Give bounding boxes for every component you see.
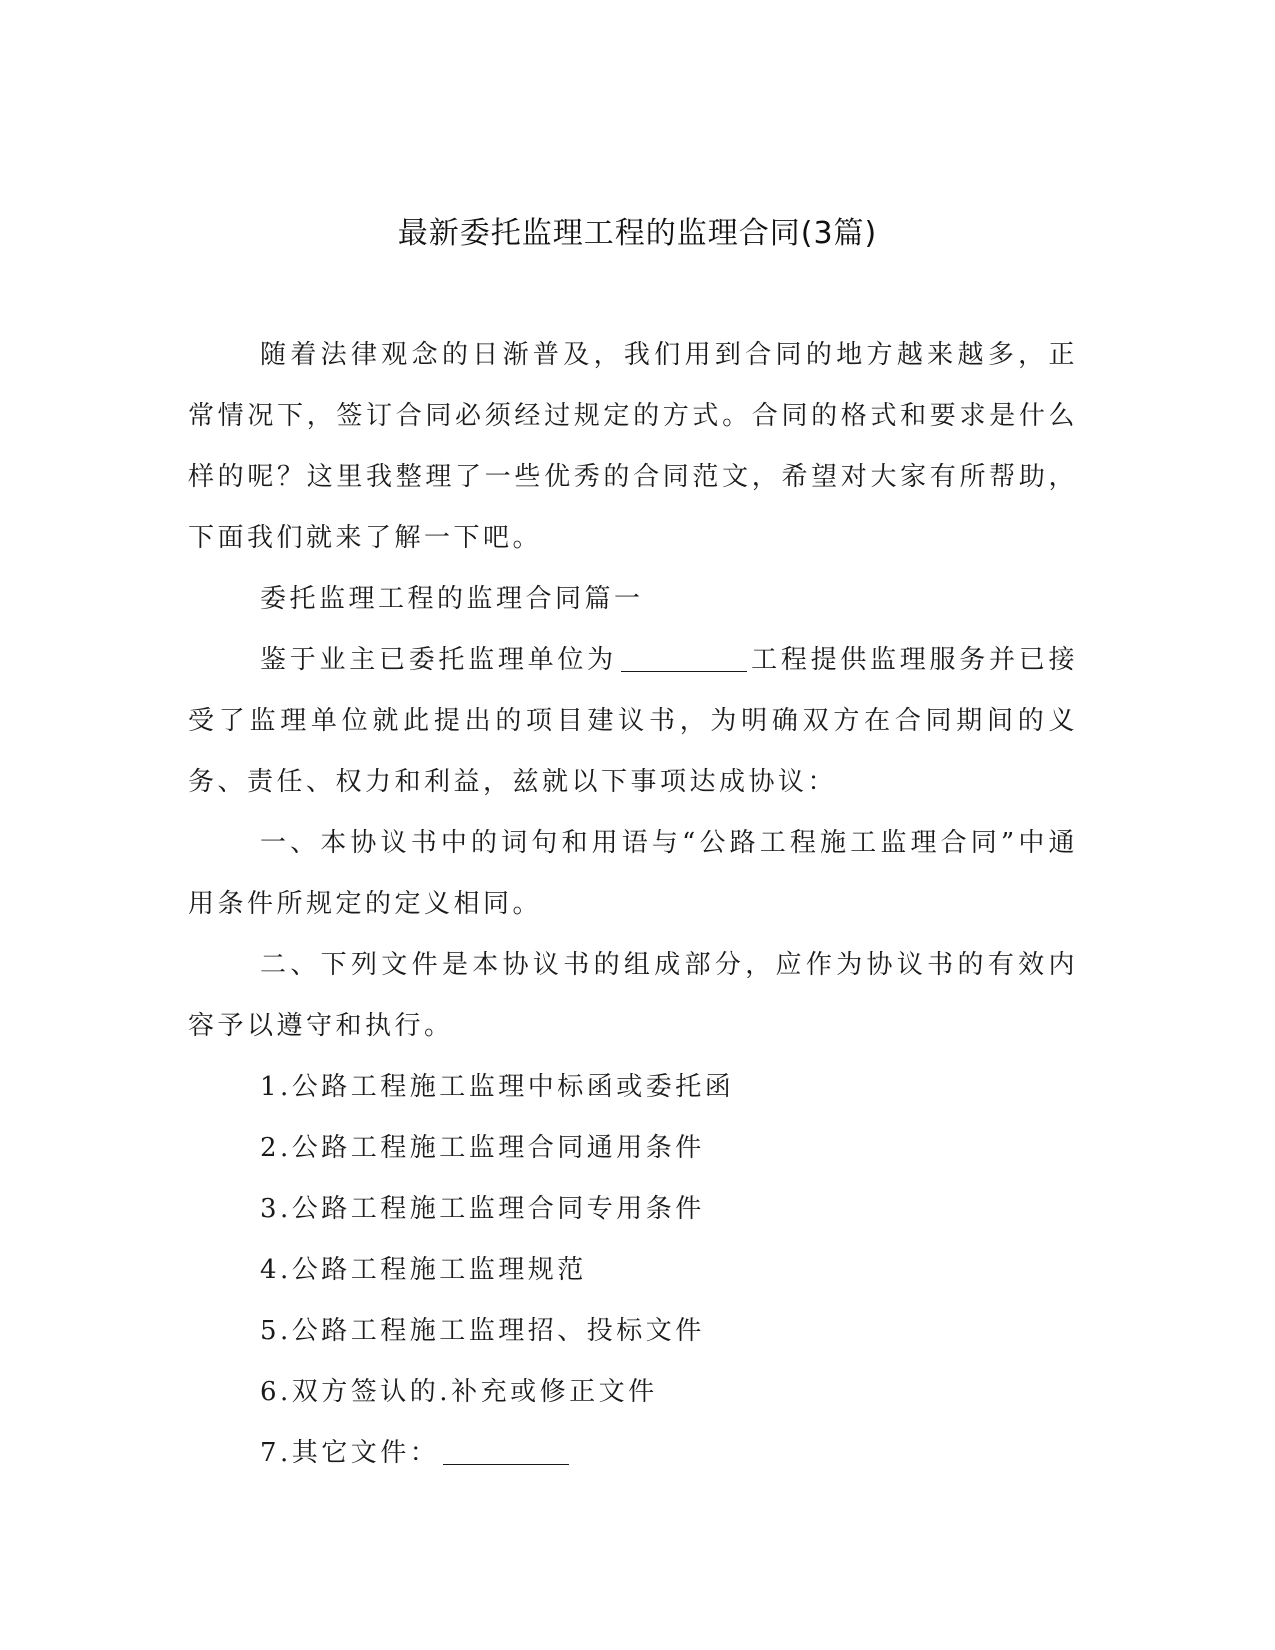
clause-one: 一、本协议书中的词句和用语与“公路工程施工监理合同”中通用条件所规定的定义相同。 bbox=[188, 828, 1078, 919]
project-name-blank bbox=[621, 645, 747, 672]
other-documents-blank bbox=[443, 1438, 569, 1465]
list-item: 2.公路工程施工监理合同通用条件 bbox=[260, 1133, 705, 1163]
preamble-text-start: 鉴于业主已委托监理单位为 bbox=[260, 645, 617, 675]
list-item-other-documents bbox=[188, 1423, 1078, 1484]
document-body bbox=[188, 325, 1078, 1484]
list-item: 1.公路工程施工监理中标函或委托函 bbox=[260, 1072, 735, 1102]
list-item: 4.公路工程施工监理规范 bbox=[260, 1255, 587, 1285]
intro-paragraph: 随着法律观念的日渐普及，我们用到合同的地方越来越多，正常情况下，签订合同必须经过规定的方式。合同的格式和要求是什么样的呢？这里我整理了一些优秀的合同范文，希望对大家有所帮助，下面我们就来了解一下吧。 bbox=[188, 340, 1078, 553]
list-item: 6.双方签认的.补充或修正文件 bbox=[260, 1377, 658, 1407]
document-title: 最新委托监理工程的监理合同(3篇) bbox=[397, 216, 878, 251]
clause-two: 二、下列文件是本协议书的组成部分，应作为协议书的有效内容予以遵守和执行。 bbox=[188, 950, 1078, 1041]
list-item: 5.公路工程施工监理招、投标文件 bbox=[260, 1316, 705, 1346]
preamble-text-end: 工程提供监理服务并已接受了监理单位就此提出的项目建议书，为明确双方在合同期间的义务、责任、权力和利益，兹就以下事项达成协议： bbox=[188, 645, 1078, 797]
section-heading: 委托监理工程的监理合同篇一 bbox=[260, 584, 644, 614]
other-documents-label: 7.其它文件： bbox=[260, 1438, 440, 1468]
list-item: 3.公路工程施工监理合同专用条件 bbox=[260, 1194, 705, 1224]
preamble-paragraph bbox=[188, 630, 1078, 813]
